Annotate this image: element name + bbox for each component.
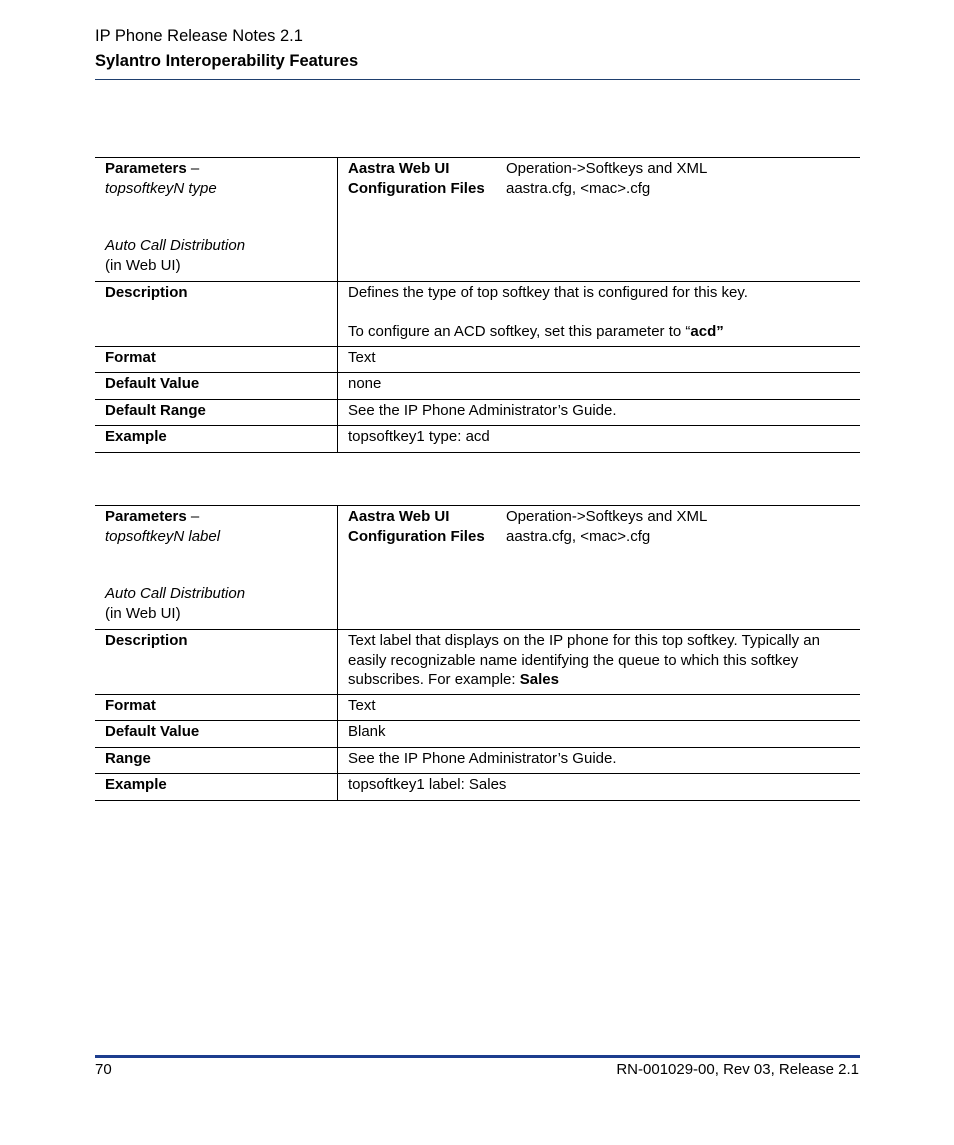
row-value: topsoftkey1 label: Sales bbox=[348, 776, 507, 793]
interface-value: Operation->Softkeys and XML bbox=[506, 508, 708, 525]
row-label: Range bbox=[95, 748, 338, 774]
table-row bbox=[95, 158, 860, 282]
interface-label: Aastra Web UI bbox=[348, 160, 450, 177]
row-label: Format bbox=[95, 347, 338, 373]
row-value: Text bbox=[348, 349, 376, 366]
footer-rule bbox=[95, 1055, 860, 1058]
row-value: Text bbox=[348, 697, 376, 714]
param-name: topsoftkeyN type bbox=[105, 179, 217, 197]
table-row bbox=[95, 721, 860, 748]
table-row bbox=[95, 347, 860, 373]
table-row bbox=[95, 400, 860, 426]
table-row bbox=[95, 695, 860, 721]
row-value: none bbox=[348, 375, 382, 392]
row-value: Blank bbox=[348, 723, 386, 740]
interface-label: Configuration Files bbox=[348, 527, 485, 545]
row-label: Default Range bbox=[95, 400, 338, 426]
row-value: topsoftkey1 type: acd bbox=[348, 428, 490, 445]
page-number: 70 bbox=[95, 1061, 112, 1078]
table-row bbox=[95, 774, 860, 801]
interface-value: Operation->Softkeys and XML bbox=[506, 160, 708, 177]
table-row bbox=[95, 506, 860, 630]
description-cell: Defines the type of top softkey that is configured for this key. To configure an ACD softkey, set this parameter to “acd” bbox=[348, 284, 748, 340]
row-label: Example bbox=[95, 426, 338, 453]
interface-cell bbox=[338, 158, 861, 282]
row-value: See the IP Phone Administrator’s Guide. bbox=[348, 402, 617, 419]
table-row bbox=[95, 426, 860, 453]
row-label: Default Value bbox=[95, 721, 338, 748]
param-heading: Parameters – bbox=[105, 508, 200, 525]
table-row bbox=[95, 748, 860, 774]
feature-note: (in Web UI) bbox=[105, 256, 181, 274]
header-subtitle: Sylantro Interoperability Features bbox=[95, 52, 359, 70]
row-value: See the IP Phone Administrator’s Guide. bbox=[348, 750, 617, 767]
feature-note: (in Web UI) bbox=[105, 604, 181, 622]
param-cell bbox=[95, 158, 338, 282]
table-row bbox=[95, 373, 860, 400]
row-label: Description bbox=[95, 630, 338, 695]
description-cell: Text label that displays on the IP phone for this top softkey. Typically an easily recognizable name identifying the queue to which this softkey subscribes. For example: Sales bbox=[348, 632, 820, 688]
table-row bbox=[95, 282, 860, 347]
param-cell bbox=[95, 506, 338, 630]
feature-name: Auto Call Distribution bbox=[105, 585, 246, 602]
row-label: Default Value bbox=[95, 373, 338, 400]
interface-value: aastra.cfg, <mac>.cfg bbox=[506, 179, 651, 197]
row-label: Description bbox=[95, 282, 338, 347]
row-label: Format bbox=[95, 695, 338, 721]
interface-label: Aastra Web UI bbox=[348, 508, 450, 525]
interface-cell bbox=[338, 506, 861, 630]
header-title: IP Phone Release Notes 2.1 bbox=[95, 27, 303, 45]
document-id: RN-001029-00, Rev 03, Release 2.1 bbox=[616, 1061, 859, 1078]
param-heading: Parameters – bbox=[105, 160, 200, 177]
parameter-table-type bbox=[95, 157, 860, 453]
interface-label: Configuration Files bbox=[348, 179, 485, 197]
parameter-table-label bbox=[95, 505, 860, 801]
feature-name: Auto Call Distribution bbox=[105, 237, 246, 254]
header-rule bbox=[95, 79, 860, 80]
row-label: Example bbox=[95, 774, 338, 801]
interface-value: aastra.cfg, <mac>.cfg bbox=[506, 527, 651, 545]
param-name: topsoftkeyN label bbox=[105, 527, 221, 545]
table-row bbox=[95, 630, 860, 695]
